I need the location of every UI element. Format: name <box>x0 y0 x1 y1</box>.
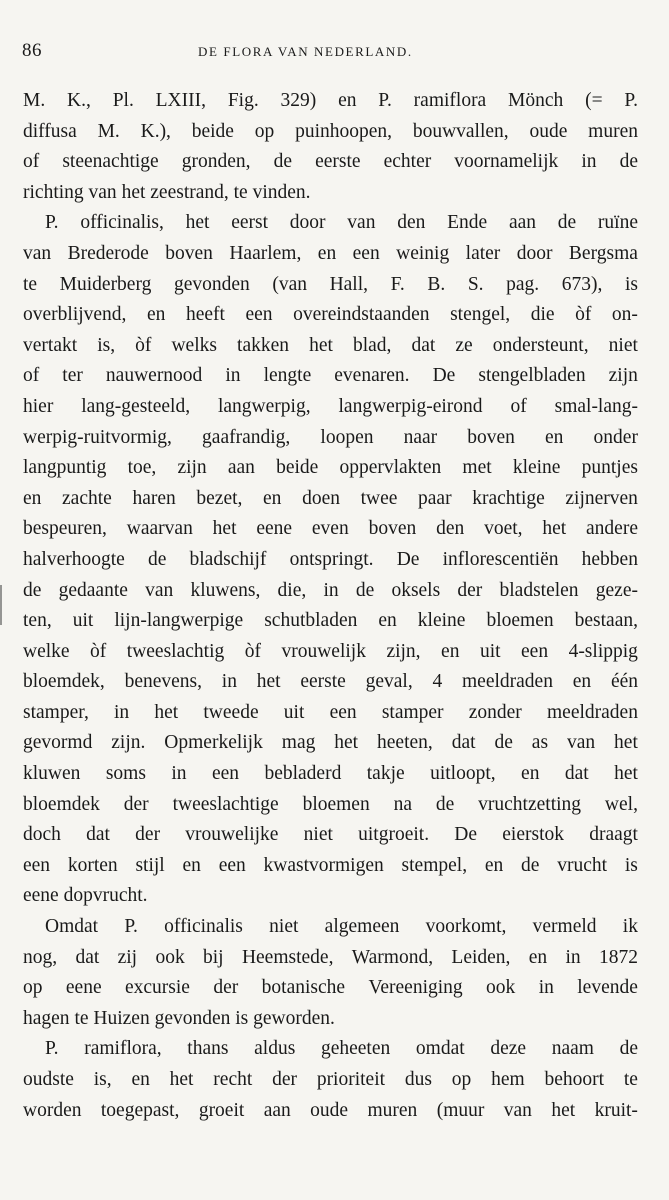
text-line: en zachte haren bezet, en doen twee paar krachtige zijnerven <box>23 487 638 509</box>
text-line: P. officinalis, het eerst door van den Ende aan de ruïne <box>45 212 638 234</box>
text-line: op eene excursie der botanische Vereeniging ook in levende <box>23 977 638 999</box>
text-line: halverhoogte de bladschijf ontspringt. De inflorescentiën hebben <box>23 548 638 570</box>
text-line: welke òf tweeslachtig òf vrouwelijk zijn, en uit een 4-slippig <box>23 640 638 662</box>
text-line: van Brederode boven Haarlem, en een weinig later door Bergsma <box>23 242 638 264</box>
text-line: worden toegepast, groeit aan oude muren (muur van het kruit- <box>23 1099 638 1121</box>
text-line: de gedaante van kluwens, die, in de oksels der bladstelen geze- <box>23 579 638 601</box>
text-line: werpig-ruitvormig, gaafrandig, loopen naar boven en onder <box>23 426 638 448</box>
text-line: hier lang-gesteeld, langwerpig, langwerpig-eirond of smal-lang- <box>23 395 638 417</box>
text-line: ten, uit lijn-langwerpige schutbladen en kleine bloemen bestaan, <box>23 610 638 632</box>
text-line: nog, dat zij ook bij Heemstede, Warmond, Leiden, en in 1872 <box>23 946 638 968</box>
text-line: vertakt is, òf welks takken het blad, dat ze ondersteunt, niet <box>23 334 638 356</box>
text-line: te Muiderberg gevonden (van Hall, F. B. S. pag. 673), is <box>23 273 638 295</box>
text-line: doch dat der vrouwelijke niet uitgroeit. De eierstok draagt <box>23 824 638 846</box>
text-line: oudste is, en het recht der prioriteit dus op hem behoort te <box>23 1069 638 1090</box>
body-text <box>23 86 638 1126</box>
text-line: hagen te Huizen gevonden is geworden. <box>23 1007 335 1029</box>
text-line: of steenachtige gronden, de eerste echter voornamelijk in de <box>23 151 638 173</box>
text-line: Omdat P. officinalis niet algemeen voorkomt, vermeld ik <box>45 916 638 938</box>
text-line: langpuntig toe, zijn aan beide oppervlakten met kleine puntjes <box>23 457 638 479</box>
text-line: gevormd zijn. Opmerkelijk mag het heeten, dat de as van het <box>23 732 638 754</box>
text-line: stamper, in het tweede uit een stamper zonder meeldraden <box>23 701 638 723</box>
text-line: M. K., Pl. LXIII, Fig. 329) en P. ramiflora Mönch (= P. <box>23 90 638 111</box>
text-line: richting van het zeestrand, te vinden. <box>23 181 311 203</box>
running-head: DE FLORA VAN NEDERLAND. <box>198 44 413 59</box>
text-line: bloemdek, benevens, in het eerste geval, 4 meeldraden en één <box>23 671 638 693</box>
margin-mark <box>0 585 2 625</box>
text-line: diffusa M. K.), beide op puinhoopen, bouwvallen, oude muren <box>23 120 638 142</box>
text-line: of ter nauwernood in lengte evenaren. De stengelbladen zijn <box>23 365 638 387</box>
text-line: eene dopvrucht. <box>23 885 148 907</box>
text-line: bloemdek der tweeslachtige bloemen na de vruchtzetting wel, <box>23 793 638 815</box>
text-line: overblijvend, en heeft een overeindstaanden stengel, die òf on- <box>23 304 638 326</box>
text-line: P. ramiflora, thans aldus geheeten omdat deze naam de <box>45 1038 638 1060</box>
text-line: kluwen soms in een bebladerd takje uitloopt, en dat het <box>23 763 638 785</box>
text-line: een korten stijl en een kwastvormigen stempel, en de vrucht is <box>23 854 638 876</box>
page-number: 86 <box>22 40 42 61</box>
text-line: bespeuren, waarvan het eene even boven den voet, het andere <box>23 518 638 540</box>
